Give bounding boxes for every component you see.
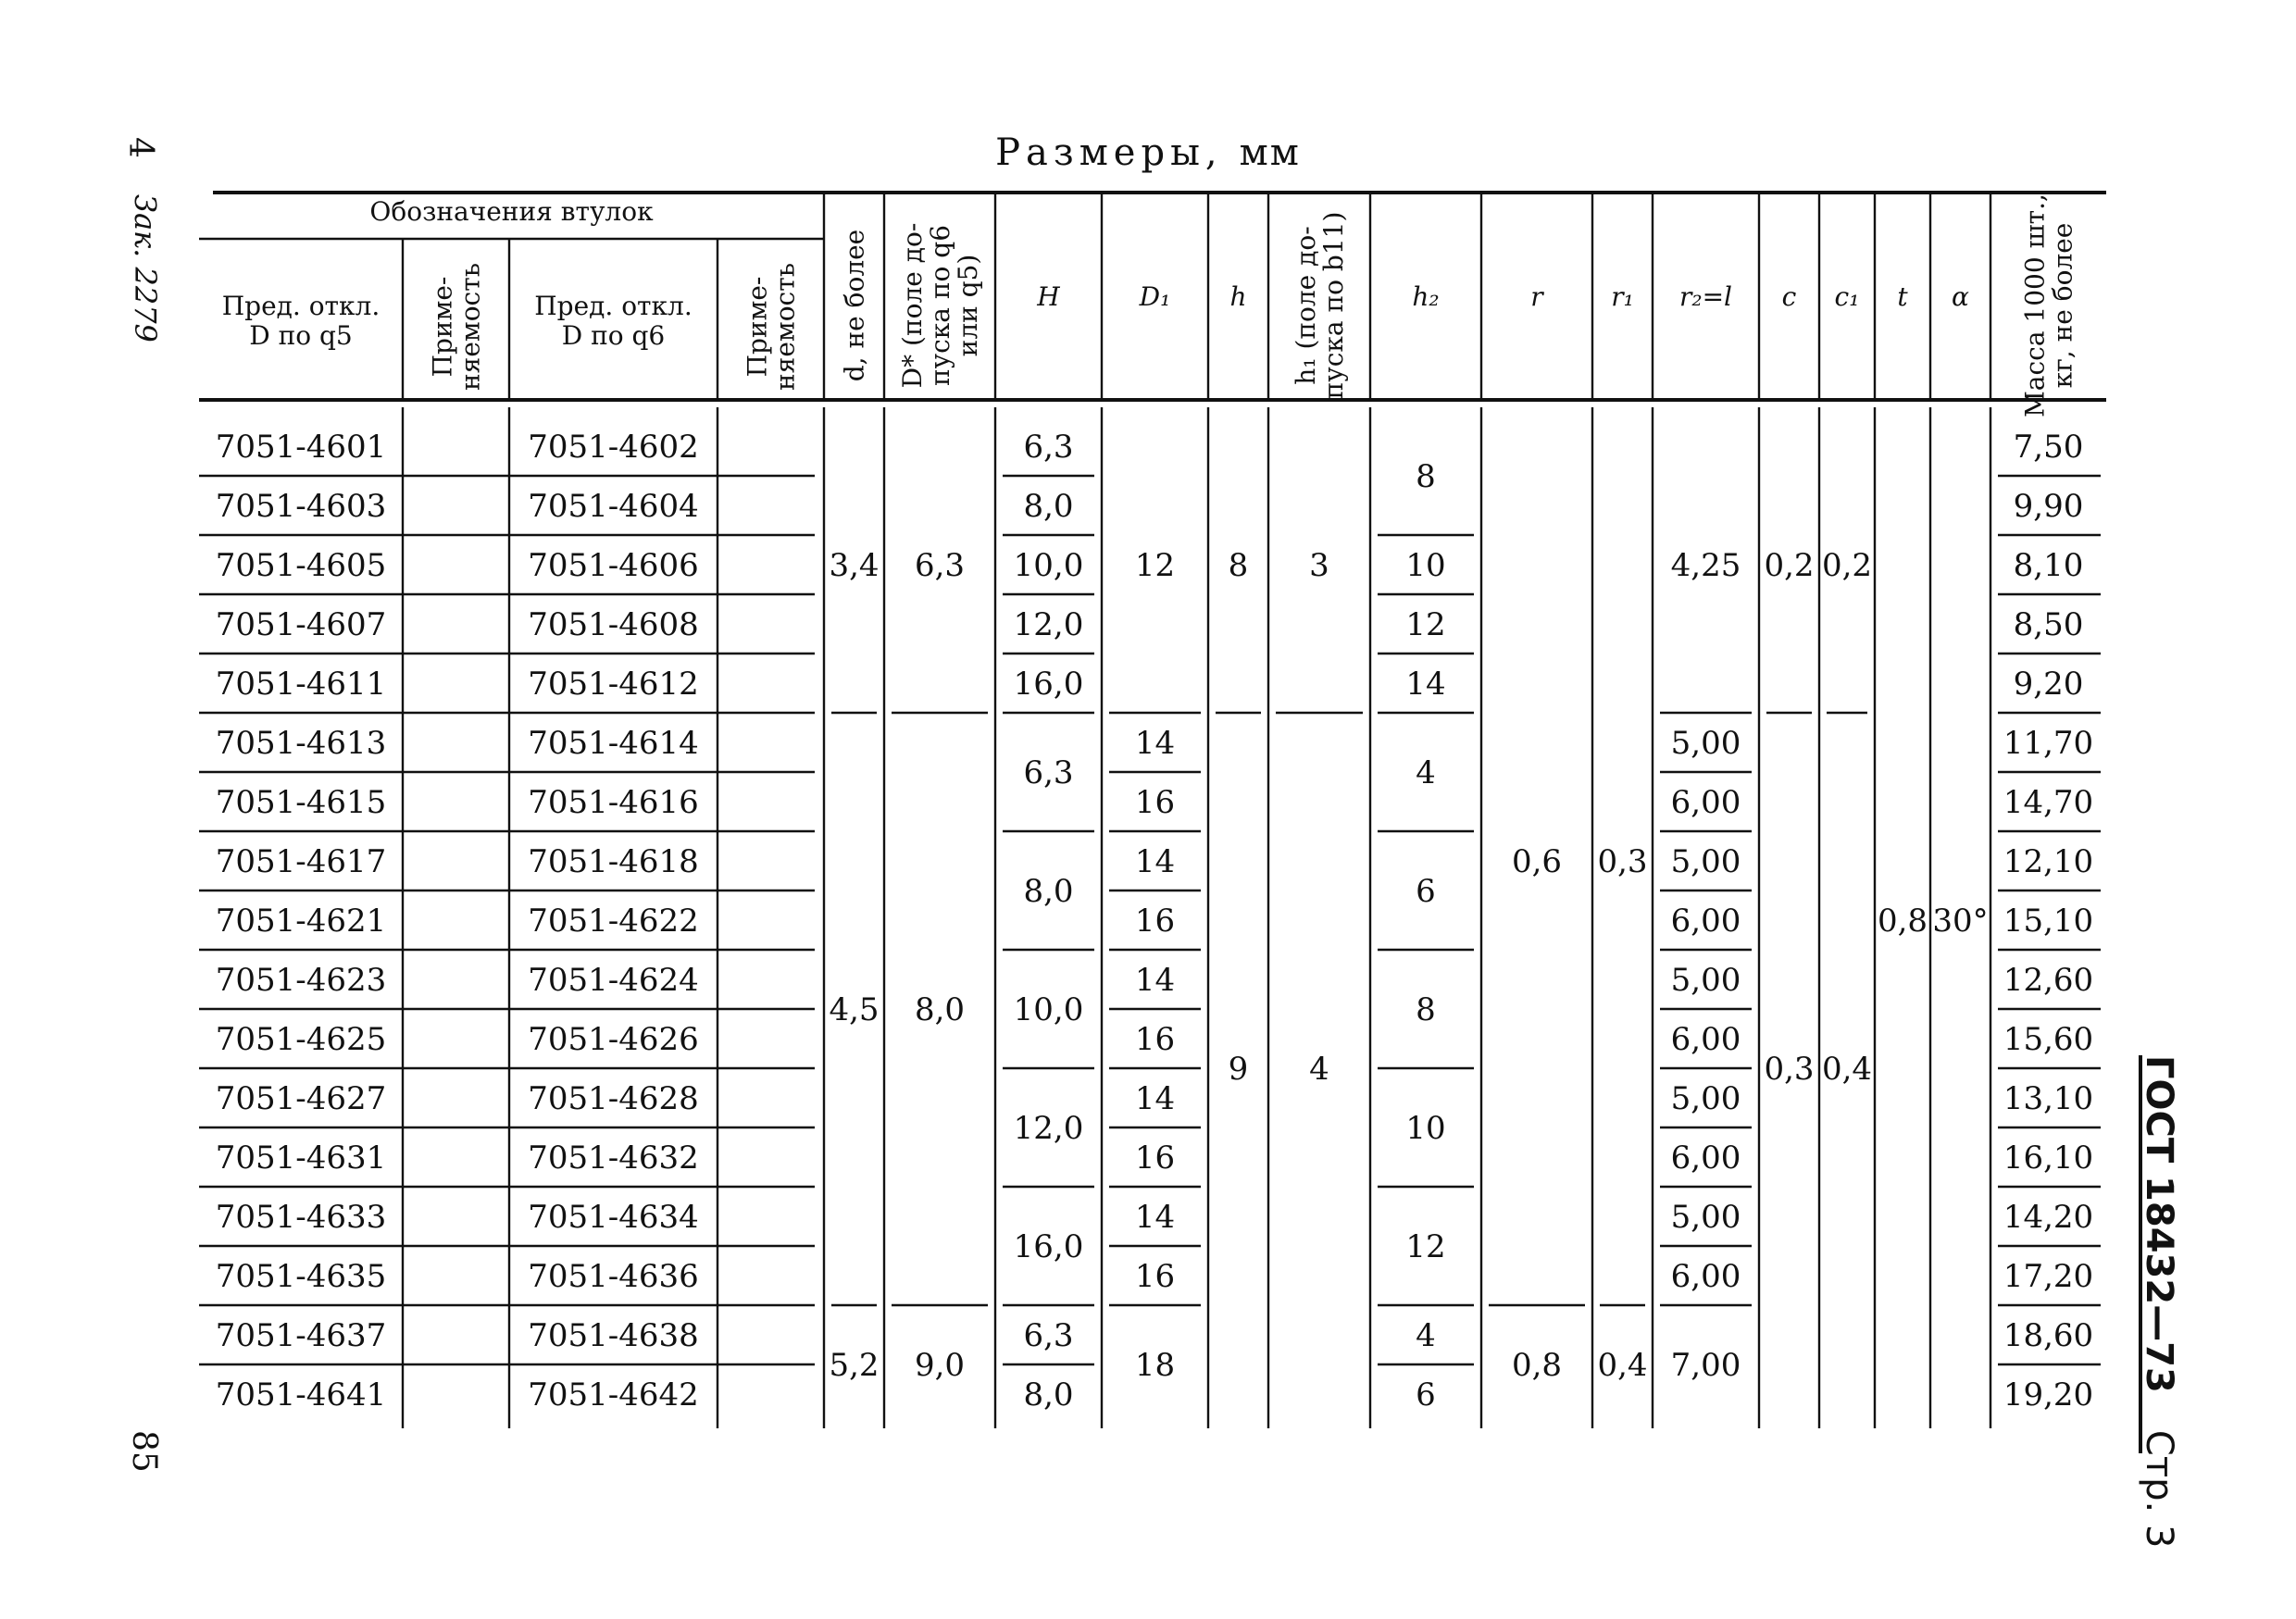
cell-designation-q6: 7051-4616 xyxy=(528,784,699,821)
cell-mass: 16,10 xyxy=(2003,1140,2094,1177)
cell-Dstar: 8,0 xyxy=(914,991,966,1028)
cell-designation-q6: 7051-4618 xyxy=(528,843,699,880)
cell-designation-q6: 7051-4614 xyxy=(528,725,699,762)
header-pred-q5: D по q5 xyxy=(249,320,353,351)
cell-D1: 18 xyxy=(1134,1347,1176,1384)
header-pred-q6: D по q6 xyxy=(561,320,666,351)
standard-page: Стр. 3 xyxy=(2138,1429,2180,1549)
header-h1: h₁ (поле до- xyxy=(1291,226,1321,385)
cell-mass: 12,10 xyxy=(2003,843,2094,880)
cell-mass: 17,20 xyxy=(2003,1258,2094,1295)
cell-h1: 4 xyxy=(1309,1051,1329,1088)
cell-mass: 8,10 xyxy=(2013,547,2084,584)
header-r: r xyxy=(1530,281,1543,312)
cell-h2: 14 xyxy=(1405,666,1446,703)
cell-mass: 14,20 xyxy=(2003,1199,2094,1236)
cell-designation-q5: 7051-4627 xyxy=(215,1080,387,1117)
cell-H: 16,0 xyxy=(1013,1228,1084,1265)
header-h: h xyxy=(1229,281,1247,312)
cell-H: 12,0 xyxy=(1013,606,1084,643)
cell-designation-q6: 7051-4612 xyxy=(528,666,699,703)
cell-r2: 5,00 xyxy=(1670,1080,1741,1117)
cell-designation-q5: 7051-4605 xyxy=(215,547,387,584)
cell-D1: 14 xyxy=(1134,725,1176,762)
cell-mass: 15,10 xyxy=(2003,903,2094,940)
cell-mass: 8,50 xyxy=(2013,606,2084,643)
cell-designation-q5: 7051-4607 xyxy=(215,606,387,643)
cell-H: 8,0 xyxy=(1023,1376,1074,1414)
cell-designation-q5: 7051-4641 xyxy=(215,1376,387,1414)
cell-h2: 12 xyxy=(1405,1228,1446,1265)
cell-h2: 12 xyxy=(1405,606,1446,643)
header-r1: r₁ xyxy=(1611,281,1634,312)
cell-designation-q5: 7051-4631 xyxy=(215,1140,387,1177)
cell-r2: 6,00 xyxy=(1670,1021,1741,1058)
header-pred-q6: Пред. откл. xyxy=(534,291,693,321)
cell-designation-q5: 7051-4633 xyxy=(215,1199,387,1236)
cell-d: 5,2 xyxy=(829,1347,880,1384)
title-unit: мм xyxy=(1239,131,1301,174)
header-h2: h₂ xyxy=(1412,281,1440,312)
cell-h2: 4 xyxy=(1416,1317,1436,1354)
cell-h: 9 xyxy=(1228,1051,1249,1088)
cell-r: 0,6 xyxy=(1511,843,1563,880)
cell-designation-q6: 7051-4638 xyxy=(528,1317,699,1354)
cell-c1: 0,4 xyxy=(1821,1051,1873,1088)
cell-D1: 16 xyxy=(1134,903,1176,940)
cell-H: 10,0 xyxy=(1013,547,1084,584)
cell-mass: 7,50 xyxy=(2013,429,2084,466)
header-alpha: α xyxy=(1952,281,1969,312)
cell-designation-q6: 7051-4632 xyxy=(528,1140,699,1177)
cell-designation-q5: 7051-4623 xyxy=(215,962,387,999)
header-D1: D₁ xyxy=(1139,281,1171,312)
order-number: Зак. 2279 xyxy=(128,194,163,342)
header-primenyaemost-1: няемость xyxy=(455,263,486,391)
cell-r2: 6,00 xyxy=(1670,903,1741,940)
cell-H: 8,0 xyxy=(1023,488,1074,525)
cell-c1: 0,2 xyxy=(1821,547,1873,584)
cell-H: 12,0 xyxy=(1013,1110,1084,1147)
cell-D1: 16 xyxy=(1134,1140,1176,1177)
side-number: 4 xyxy=(121,137,159,158)
cell-h2: 10 xyxy=(1405,547,1446,584)
cell-h: 8 xyxy=(1228,547,1249,584)
header-r2: r₂=l xyxy=(1678,281,1733,312)
cell-r: 0,8 xyxy=(1511,1347,1563,1384)
cell-designation-q6: 7051-4626 xyxy=(528,1021,699,1058)
cell-designation-q5: 7051-4637 xyxy=(215,1317,387,1354)
cell-D1: 12 xyxy=(1134,547,1176,584)
header-mass: Масса 1000 шт., xyxy=(2019,193,2051,417)
header-d: d, не более xyxy=(839,229,870,382)
cell-H: 6,3 xyxy=(1023,754,1074,791)
header-d-star: пуска по q6 xyxy=(925,224,955,387)
cell-designation-q5: 7051-4603 xyxy=(215,488,387,525)
cell-h2: 6 xyxy=(1416,873,1436,910)
cell-D1: 14 xyxy=(1134,962,1176,999)
cell-mass: 9,90 xyxy=(2013,488,2084,525)
cell-h2: 8 xyxy=(1416,991,1436,1028)
header-t: t xyxy=(1897,281,1908,312)
cell-mass: 14,70 xyxy=(2003,784,2094,821)
cell-r2: 5,00 xyxy=(1670,962,1741,999)
standard-name: ГОСТ 18432—73 xyxy=(2138,1055,2180,1393)
cell-D1: 14 xyxy=(1134,1199,1176,1236)
cell-designation-q6: 7051-4606 xyxy=(528,547,699,584)
cell-h2: 6 xyxy=(1416,1376,1436,1414)
header-pred-q5: Пред. откл. xyxy=(221,291,381,321)
header-h1: пуска по b11) xyxy=(1318,211,1349,400)
cell-designation-q6: 7051-4604 xyxy=(528,488,699,525)
cell-designation-q6: 7051-4642 xyxy=(528,1376,699,1414)
cell-r1: 0,4 xyxy=(1597,1347,1648,1384)
cell-H: 16,0 xyxy=(1013,666,1084,703)
cell-designation-q5: 7051-4635 xyxy=(215,1258,387,1295)
cell-designation-q5: 7051-4611 xyxy=(215,666,387,703)
cell-mass: 19,20 xyxy=(2003,1376,2094,1414)
cell-mass: 12,60 xyxy=(2003,962,2094,999)
header-group-label: Обозначения втулок xyxy=(369,196,654,227)
cell-d: 3,4 xyxy=(829,547,880,584)
cell-r2: 6,00 xyxy=(1670,1258,1741,1295)
header-mass: кг, не более xyxy=(2047,222,2078,389)
cell-H: 10,0 xyxy=(1013,991,1084,1028)
cell-t: 0,8 xyxy=(1877,903,1928,940)
cell-d: 4,5 xyxy=(829,991,880,1028)
cell-designation-q6: 7051-4634 xyxy=(528,1199,699,1236)
cell-H: 6,3 xyxy=(1023,429,1074,466)
cell-mass: 18,60 xyxy=(2003,1317,2094,1354)
cell-mass: 15,60 xyxy=(2003,1021,2094,1058)
cell-r2: 4,25 xyxy=(1670,547,1741,584)
cell-r2: 6,00 xyxy=(1670,784,1741,821)
header-d-star: D* (поле до- xyxy=(897,222,928,389)
cell-r1: 0,3 xyxy=(1597,843,1648,880)
cell-h2: 10 xyxy=(1405,1110,1446,1147)
cell-mass: 9,20 xyxy=(2013,666,2084,703)
cell-mass: 13,10 xyxy=(2003,1080,2094,1117)
title-text: Размеры, xyxy=(995,131,1223,174)
cell-c: 0,3 xyxy=(1764,1051,1815,1088)
cell-r2: 5,00 xyxy=(1670,725,1741,762)
cell-alpha: 30° xyxy=(1932,903,1989,940)
header-c1: c₁ xyxy=(1834,281,1860,312)
cell-designation-q6: 7051-4628 xyxy=(528,1080,699,1117)
cell-designation-q6: 7051-4608 xyxy=(528,606,699,643)
cell-Dstar: 6,3 xyxy=(914,547,966,584)
cell-designation-q6: 7051-4624 xyxy=(528,962,699,999)
cell-r2: 7,00 xyxy=(1670,1347,1741,1384)
header-primenyaemost-2: Приме- xyxy=(742,276,773,378)
header-H: H xyxy=(1037,281,1060,312)
cell-designation-q5: 7051-4625 xyxy=(215,1021,387,1058)
cell-h2: 8 xyxy=(1416,458,1436,495)
cell-designation-q5: 7051-4601 xyxy=(215,429,387,466)
cell-designation-q6: 7051-4602 xyxy=(528,429,699,466)
cell-designation-q6: 7051-4636 xyxy=(528,1258,699,1295)
cell-r2: 5,00 xyxy=(1670,843,1741,880)
header-d-star: или q5) xyxy=(953,254,983,357)
cell-H: 6,3 xyxy=(1023,1317,1074,1354)
header-primenyaemost-1: Приме- xyxy=(427,276,458,378)
cell-designation-q5: 7051-4615 xyxy=(215,784,387,821)
cell-h1: 3 xyxy=(1309,547,1329,584)
cell-H: 8,0 xyxy=(1023,873,1074,910)
cell-r2: 5,00 xyxy=(1670,1199,1741,1236)
cell-D1: 16 xyxy=(1134,784,1176,821)
cell-designation-q5: 7051-4621 xyxy=(215,903,387,940)
header-c: c xyxy=(1781,281,1797,312)
cell-designation-q5: 7051-4613 xyxy=(215,725,387,762)
cell-r2: 6,00 xyxy=(1670,1140,1741,1177)
cell-D1: 14 xyxy=(1134,843,1176,880)
cell-c: 0,2 xyxy=(1764,547,1815,584)
cell-Dstar: 9,0 xyxy=(914,1347,966,1384)
cell-D1: 16 xyxy=(1134,1258,1176,1295)
cell-mass: 11,70 xyxy=(2003,725,2094,762)
page-number: 85 xyxy=(125,1430,163,1473)
cell-h2: 4 xyxy=(1416,754,1436,791)
cell-designation-q6: 7051-4622 xyxy=(528,903,699,940)
cell-D1: 14 xyxy=(1134,1080,1176,1117)
header-primenyaemost-2: няемость xyxy=(769,263,801,391)
cell-D1: 16 xyxy=(1134,1021,1176,1058)
cell-designation-q5: 7051-4617 xyxy=(215,843,387,880)
